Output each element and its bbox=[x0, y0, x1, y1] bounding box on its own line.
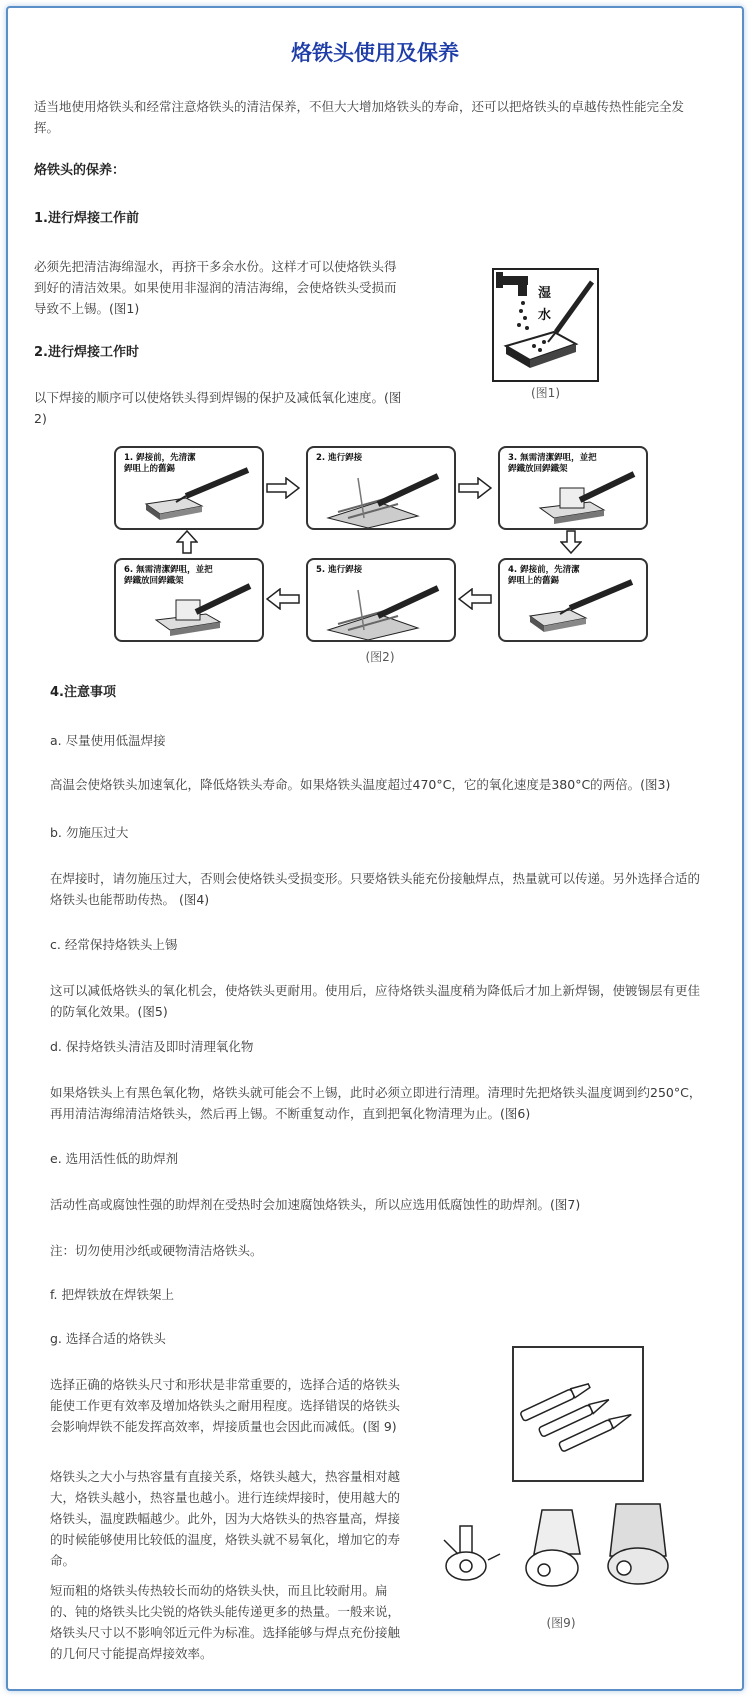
large-tip-contact-icon bbox=[600, 1500, 672, 1592]
step2-heading: 2.进行焊接工作时 bbox=[34, 345, 139, 360]
medium-tip-contact-icon bbox=[520, 1506, 590, 1592]
fig2-panel-5 bbox=[306, 558, 456, 642]
soldering-tips-icon bbox=[514, 1348, 642, 1480]
panel-4-label: 4. 銲接前，先清潔 銲咀上的舊錫 bbox=[508, 565, 580, 586]
fig2-caption: (图2) bbox=[365, 650, 395, 664]
step2-text: 以下焊接的顺序可以使烙铁头得到焊锡的保护及减低氧化速度。(图2) bbox=[34, 390, 402, 426]
panel-5-label: 5. 進行銲接 bbox=[316, 565, 363, 575]
note-c-title: c. 经常保持烙铁头上锡 bbox=[50, 937, 178, 952]
note-g-text-2: 烙铁头之大小与热容量有直接关系，烙铁头越大，热容量相对越大，烙铁头越小，热容量也越小。进行连续焊接时，使用越大的烙铁头，温度跌幅越少。此外，因为大烙铁头的热容量高，焊接的时候能够使用比较低的温度，烙铁头就不易氧化，增加它的寿命。 bbox=[50, 1469, 401, 1568]
figure-1 bbox=[492, 268, 599, 382]
note-d-title: d. 保持烙铁头清洁及即时清理氧化物 bbox=[50, 1039, 254, 1054]
note-b-text: 在焊接时，请勿施压过大，否则会使烙铁头受损变形。只要烙铁头能充份接触焊点，热量就可以传递。另外选择合适的烙铁头也能帮助传热。 (图4) bbox=[50, 871, 701, 907]
panel-2-label: 2. 進行銲接 bbox=[316, 453, 363, 463]
note-a-text: 高温会使烙铁头加速氧化，降低烙铁头寿命。如果烙铁头温度超过470°C，它的氧化速度是380°C的两倍。(图3) bbox=[50, 777, 671, 792]
fig2-panel-4 bbox=[498, 558, 648, 642]
iron-stand-icon bbox=[500, 560, 646, 640]
soldering-icon bbox=[308, 448, 454, 528]
notes-heading: 4.注意事项 bbox=[50, 685, 116, 700]
section-heading: 烙铁头的保养： bbox=[34, 163, 126, 178]
panel-6-label: 6. 無需清潔銲咀，並把 銲鐵放回銲鐵架 bbox=[124, 565, 213, 586]
note-f-title: f. 把焊铁放在焊铁架上 bbox=[50, 1287, 174, 1302]
note-d-text: 如果烙铁头上有黑色氧化物，烙铁头就可能会不上锡，此时必须立即进行清理。清理时先把烙铁头温度调到约250°C，再用清洁海绵清洁烙铁头，然后再上锡。不断重复动作，直到把氧化物清理为止。(图6) bbox=[50, 1085, 702, 1121]
note-g-text-1: 选择正确的烙铁头尺寸和形状是非常重要的，选择合适的烙铁头能使工作更有效率及增加烙铁头之耐用程度。选择错误的烙铁头会影响焊铁不能发挥高效率，焊接质量也会因此而减低。(图 9) bbox=[50, 1377, 401, 1434]
iron-stand-icon bbox=[116, 448, 262, 528]
iron-holder-icon bbox=[500, 448, 646, 528]
page-title: 烙铁头使用及保养 bbox=[291, 41, 459, 65]
fig2-panel-6 bbox=[114, 558, 264, 642]
intro-text: 适当地使用烙铁头和经常注意烙铁头的清洁保养，不但大大增加烙铁头的寿命，还可以把烙铁头的卓越传热性能完全发挥。 bbox=[34, 99, 685, 135]
fig2-panel-3 bbox=[498, 446, 648, 530]
note-a-title: a. 尽量使用低温焊接 bbox=[50, 733, 166, 748]
step1-text: 必须先把清洁海绵湿水，再挤干多余水份。这样才可以使烙铁头得到好的清洁效果。如果使用非湿润的清洁海绵，会使烙铁头受损而导致不上锡。(图1) bbox=[34, 259, 397, 316]
arrow-up-icon bbox=[176, 530, 198, 554]
arrow-left-icon bbox=[458, 588, 492, 610]
step1-heading: 1.进行焊接工作前 bbox=[34, 211, 139, 226]
note-warning: 注：切勿使用沙纸或硬物清洁烙铁头。 bbox=[50, 1243, 263, 1258]
note-g-text-3: 短而粗的烙铁头传热较长而幼的烙铁头快，而且比较耐用。扁的、钝的烙铁头比尖锐的烙铁头能传递更多的热量。一般来说，烙铁头尺寸以不影响邻近元件为标准。选择能够与焊点充份接触的几何尺寸能提高焊接效率。 bbox=[50, 1583, 401, 1661]
note-e-title: e. 选用活性低的助焊剂 bbox=[50, 1151, 179, 1166]
fig2-panel-1 bbox=[114, 446, 264, 530]
fig1-label-water: 水 bbox=[538, 308, 552, 323]
note-g-title: g. 选择合适的烙铁头 bbox=[50, 1331, 166, 1346]
fig9-caption: (图9) bbox=[546, 1616, 576, 1630]
soldering-icon bbox=[308, 560, 454, 640]
figure-9-tips-box bbox=[512, 1346, 644, 1482]
iron-holder-icon bbox=[116, 560, 262, 640]
fig1-label-wet: 湿 bbox=[538, 286, 552, 301]
arrow-left-icon bbox=[266, 588, 300, 610]
note-b-title: b. 勿施压过大 bbox=[50, 825, 129, 840]
small-tip-contact-icon bbox=[440, 1520, 506, 1590]
fig1-caption: (图1) bbox=[531, 386, 560, 400]
note-c-text: 这可以减低烙铁头的氧化机会，使烙铁头更耐用。使用后，应待烙铁头温度稍为降低后才加上新焊锡，使镀锡层有更佳的防氧化效果。(图5) bbox=[50, 983, 701, 1019]
arrow-right-icon bbox=[266, 477, 300, 499]
panel-1-label: 1. 銲接前，先清潔 銲咀上的舊錫 bbox=[124, 453, 196, 474]
arrow-down-icon bbox=[560, 530, 582, 554]
fig2-panel-2 bbox=[306, 446, 456, 530]
arrow-right-icon bbox=[458, 477, 492, 499]
note-e-text: 活动性高或腐蚀性强的助焊剂在受热时会加速腐蚀烙铁头，所以应选用低腐蚀性的助焊剂。(图7) bbox=[50, 1197, 581, 1212]
panel-3-label: 3. 無需清潔銲咀，並把 銲鐵放回銲鐵架 bbox=[508, 453, 597, 474]
